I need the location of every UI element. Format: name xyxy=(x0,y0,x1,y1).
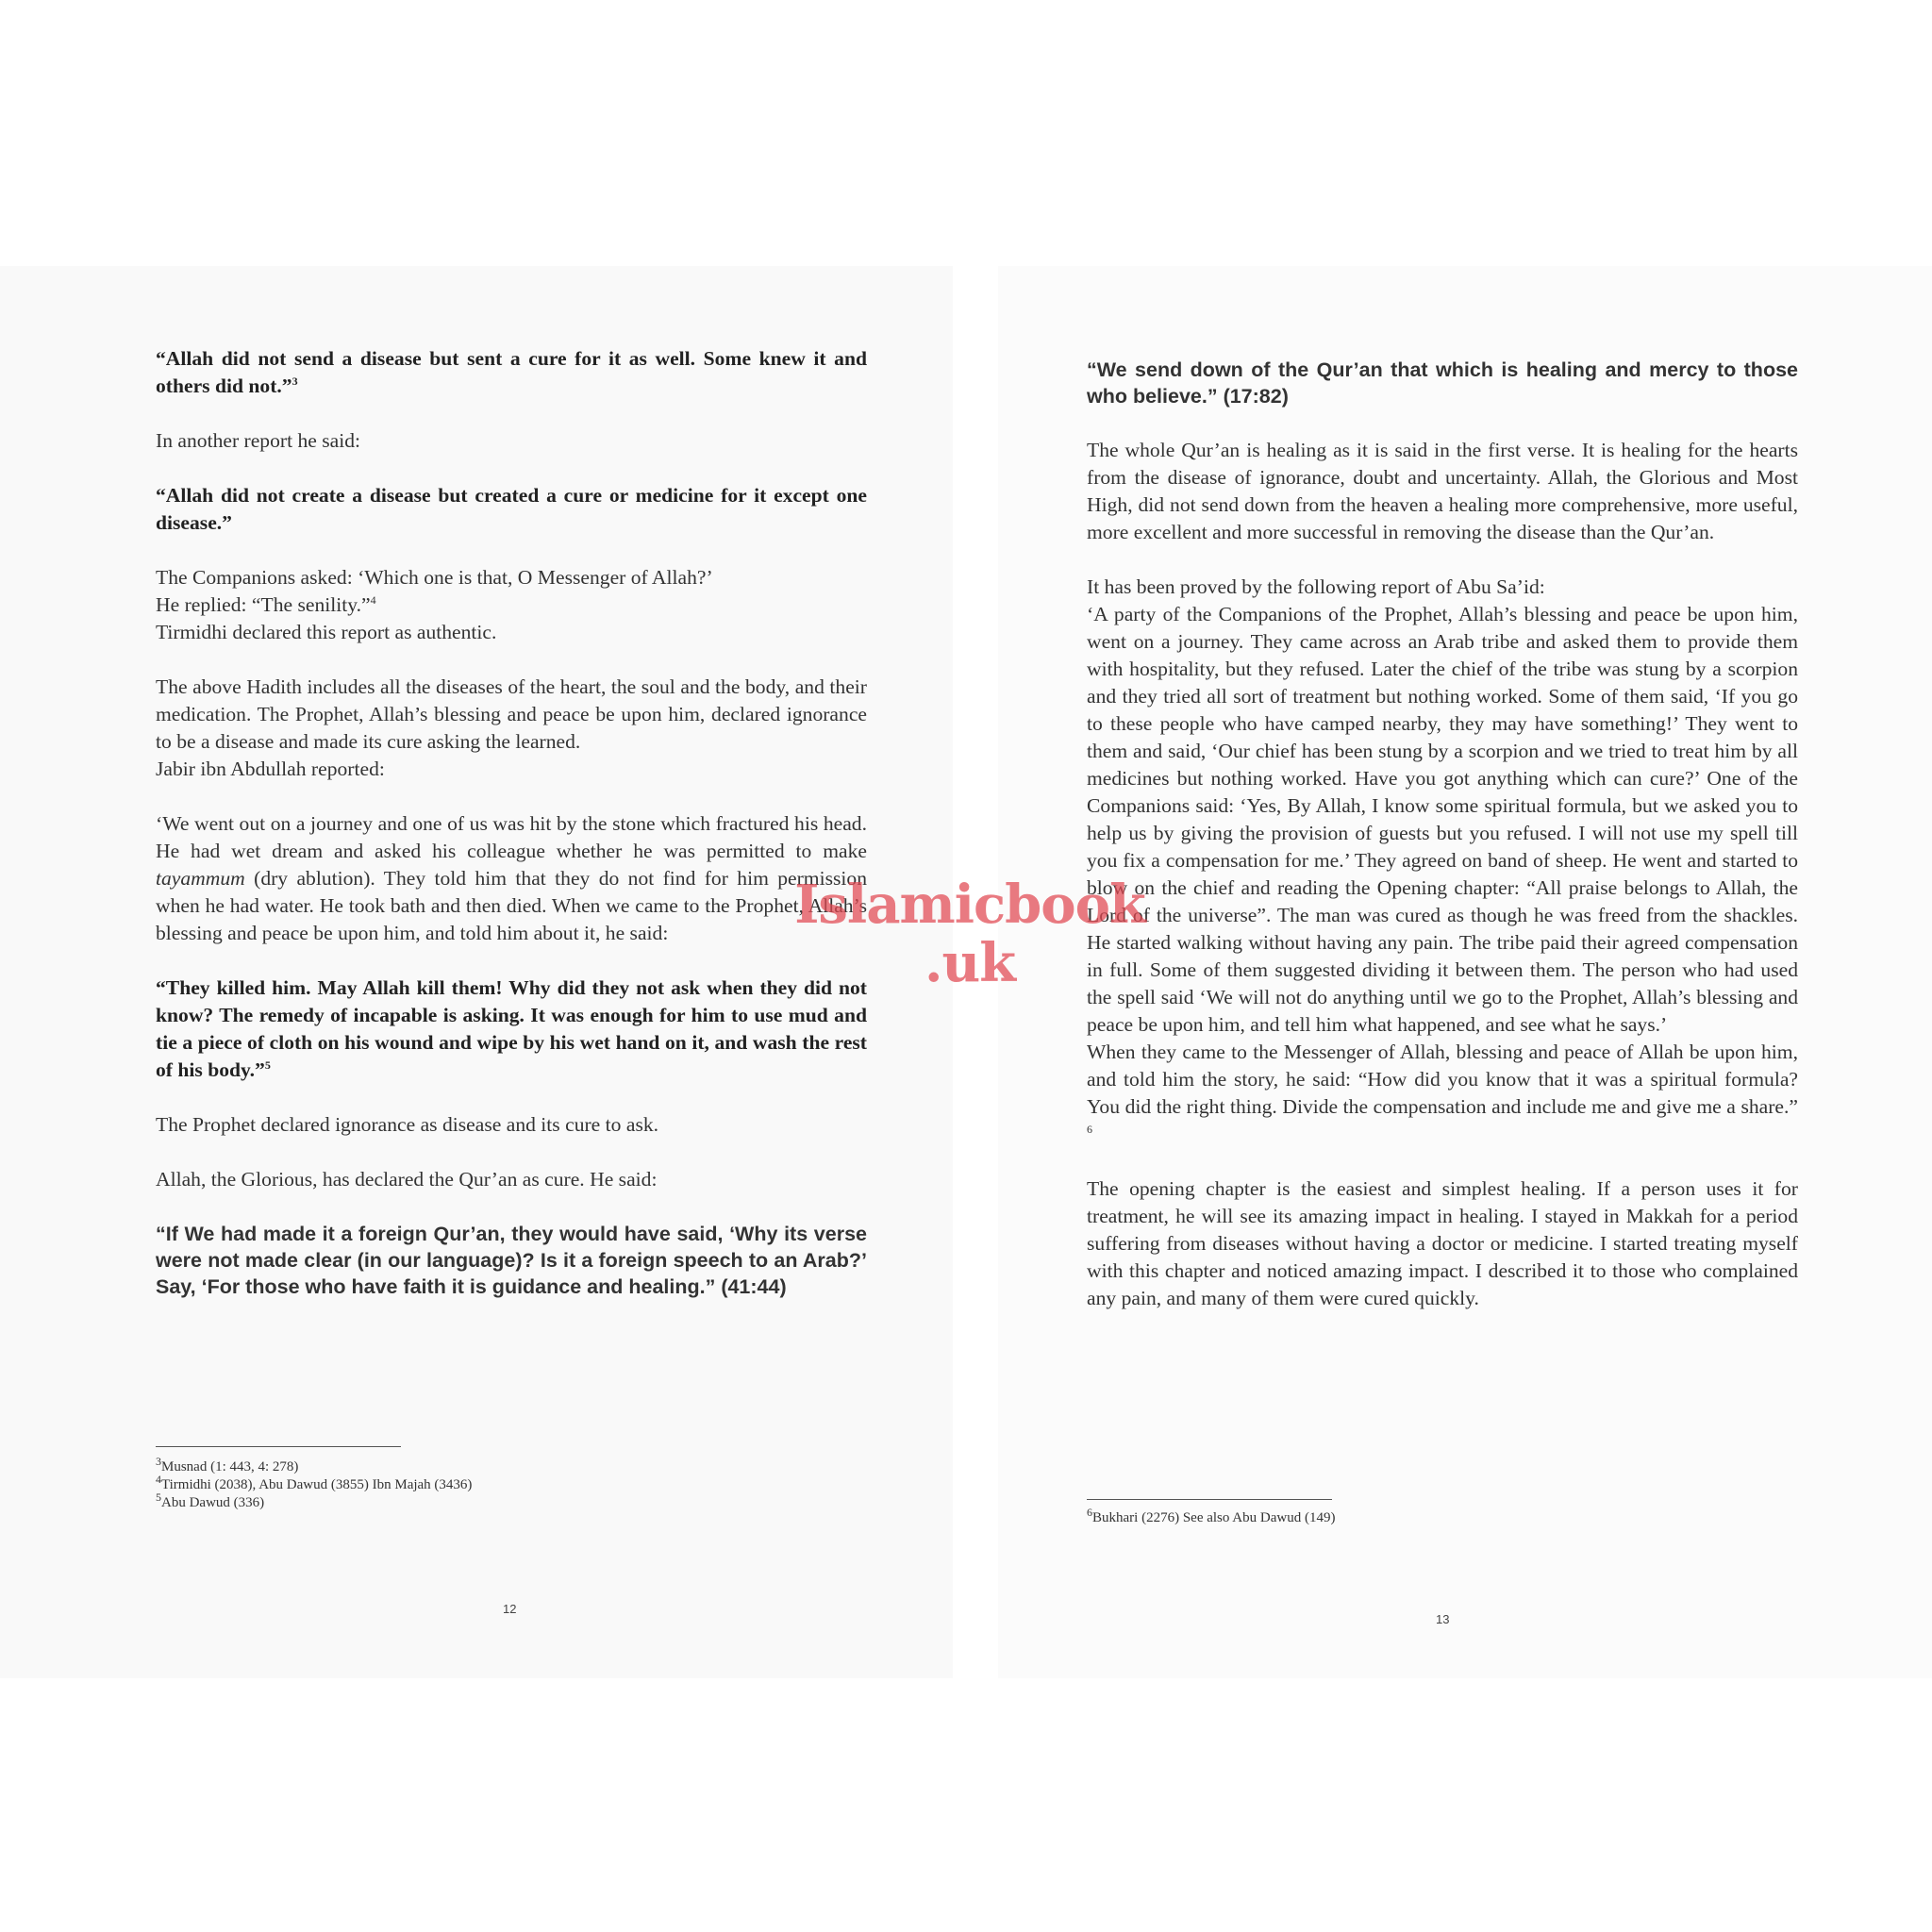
paragraph xyxy=(1087,601,1798,1039)
text-span: Allah, the Glorious, has declared the Qur’an as cure. He said: xyxy=(156,1168,658,1191)
footnote xyxy=(156,1473,473,1494)
footnote-ref: 6 xyxy=(1087,1506,1092,1519)
footnote-ref: 4 xyxy=(370,592,376,607)
italic-term: tayammum xyxy=(156,867,245,890)
paragraph xyxy=(1087,1039,1798,1148)
text-span: (dry ablution). They told him that they do not find for him permission when he had water. He took bath and then died. When we came to the Prophet, Allah’s blessing and peace be upon him, and told him about it, he said: xyxy=(156,867,867,944)
paragraph xyxy=(156,756,867,783)
page-number-left: 12 xyxy=(503,1602,517,1616)
footnote-text: Musnad (1: 443, 4: 278) xyxy=(161,1459,299,1474)
text-span: ‘A party of the Companions of the Prophet, Allah’s blessing and peace be upon him, went on a journey. They came across an Arab tribe and asked them to provide them with hospitality, but they refused. Later the chief of the tribe was stung by a scorpion and they tried all sort of treatment but nothing worked. Some of them said, ‘If you go to these people who have camped nearby, they may have something!’ They went to them and said, ‘Our chief has been stung by a scorpion and we tried to treat him by all medicines but nothing worked. Have you got anything which can cure?’ One of the Companions said: ‘Yes, By Allah, I know some spiritual formula, but we asked you to help us by giving the provision of guests but you refused. I will not use my spell till you fix a compensation for me.’ They agreed on band of sheep. He went and started to blow on the chief and reading the Opening chapter: “All praise belongs to Allah, the Lord of the universe”. The man was cured as though he was freed from the shackles. He started walking without having any pain. The tribe paid their agreed compensation in full. Some of them suggested dividing it between them. The person who had used the spell said ‘We will not do anything until we go to the Prophet, Allah’s blessing and peace be upon him, and tell him what happened, and see what he says.’ xyxy=(1087,603,1798,1036)
left-footnotes xyxy=(156,1455,473,1512)
quotation xyxy=(156,1221,867,1300)
right-footnotes xyxy=(1087,1506,1336,1527)
line-text: He replied: “The senility.” xyxy=(156,593,371,616)
text-span: When they came to the Messenger of Allah, blessing and peace of Allah be upon him, and told him the story, he said: “How did you know that it was a spiritual formula? You did the right thing. Divide the compensation and include me and give me a share.” xyxy=(1087,1041,1798,1118)
text-span: Jabir ibn Abdullah reported: xyxy=(156,758,385,780)
paragraph-line xyxy=(156,619,867,646)
text-span: “We send down of the Qur’an that which is healing and mercy to those who believe.” (17:82) xyxy=(1087,358,1798,408)
text-span: In another report he said: xyxy=(156,429,361,452)
paragraph xyxy=(1087,1175,1798,1312)
text-span: The whole Qur’an is healing as it is said in the first verse. It is healing for the hearts from the disease of ignorance, doubt and uncertainty. Allah, the Glorious and Most High, did not send down from the heaven a healing more comprehensive, more useful, more excellent and more successful in removing the disease than the Qur’an. xyxy=(1087,439,1798,543)
footnote-ref: 3 xyxy=(156,1455,161,1468)
page-number-right: 13 xyxy=(1436,1612,1450,1626)
footnote xyxy=(1087,1506,1336,1527)
paragraph xyxy=(1087,437,1798,546)
line-text: The Companions asked: ‘Which one is that, O Messenger of Allah?’ xyxy=(156,566,713,589)
quotation xyxy=(1087,357,1798,409)
text-span: “Allah did not create a disease but created a cure or medicine for it except one disease.” xyxy=(156,484,867,534)
paragraph xyxy=(156,674,867,756)
watermark xyxy=(791,875,1149,992)
right-page-text xyxy=(1087,357,1798,1340)
paragraph-line xyxy=(156,564,867,591)
right-footnote-rule xyxy=(1087,1499,1332,1500)
line-text: Tirmidhi declared this report as authentic. xyxy=(156,621,497,643)
paragraph xyxy=(156,810,867,947)
text-span: “If We had made it a foreign Qur’an, they would have said, ‘Why its verse were not made clear (in our language)? Is it a foreign speech to an Arab?’ Say, ‘For those who have faith it is guidance and healing.” (41:44) xyxy=(156,1223,867,1298)
paragraph-line xyxy=(156,591,867,619)
left-footnote-rule xyxy=(156,1446,401,1447)
watermark-line-2: .uk xyxy=(924,932,1015,994)
paragraph xyxy=(156,1111,867,1139)
footnote-text: Bukhari (2276) See also Abu Dawud (149) xyxy=(1092,1510,1336,1525)
footnote xyxy=(156,1491,472,1512)
text-span: The above Hadith includes all the diseases of the heart, the soul and the body, and their medication. The Prophet, Allah’s blessing and peace be upon him, declared ignorance to be a disease and made its cure asking the learned. xyxy=(156,675,867,753)
quotation xyxy=(156,482,867,537)
footnote-text: Tirmidhi (2038), Abu Dawud (3855) Ibn Majah (3436) xyxy=(161,1477,473,1492)
text-span: It has been proved by the following report of Abu Sa’id: xyxy=(1087,575,1545,598)
paragraph xyxy=(156,427,867,455)
paragraph xyxy=(1087,574,1798,601)
text-span: ‘We went out on a journey and one of us was hit by the stone which fractured his head. He had wet dream and asked his colleague whether he was permitted to make xyxy=(156,812,867,862)
quotation xyxy=(156,345,867,400)
left-page-text xyxy=(156,345,867,1327)
text-span: The Prophet declared ignorance as disease and its cure to ask. xyxy=(156,1113,659,1136)
footnote-ref: 3 xyxy=(291,374,298,388)
footnote-ref: 5 xyxy=(264,1058,271,1072)
text-span: The opening chapter is the easiest and simplest healing. If a person uses it for treatment, he will see its amazing impact in healing. I stayed in Makkah for a period suffering from diseases without having a doctor or medicine. I started treating myself with this chapter and noticed amazing impact. I described it to those who complained any pain, and many of them were cured quickly. xyxy=(1087,1177,1798,1309)
quotation xyxy=(156,974,867,1084)
paragraph xyxy=(156,1166,867,1193)
footnote-ref: 4 xyxy=(156,1473,161,1486)
footnote-ref: 5 xyxy=(156,1491,161,1504)
text-span: “They killed him. May Allah kill them! Why did they not ask when they did not know? The remedy of incapable is asking. It was enough for him to use mud and tie a piece of cloth on his wound and wipe by his wet hand on it, and wash the rest of his body.” xyxy=(156,976,867,1081)
paragraph xyxy=(156,564,867,646)
watermark-line-1: Islamicbook xyxy=(794,874,1145,936)
footnote-ref: 6 xyxy=(1087,1122,1092,1136)
text-span: “Allah did not send a disease but sent a cure for it as well. Some knew it and others did not.” xyxy=(156,347,867,397)
footnote xyxy=(156,1455,472,1476)
footnote-text: Abu Dawud (336) xyxy=(161,1495,265,1510)
